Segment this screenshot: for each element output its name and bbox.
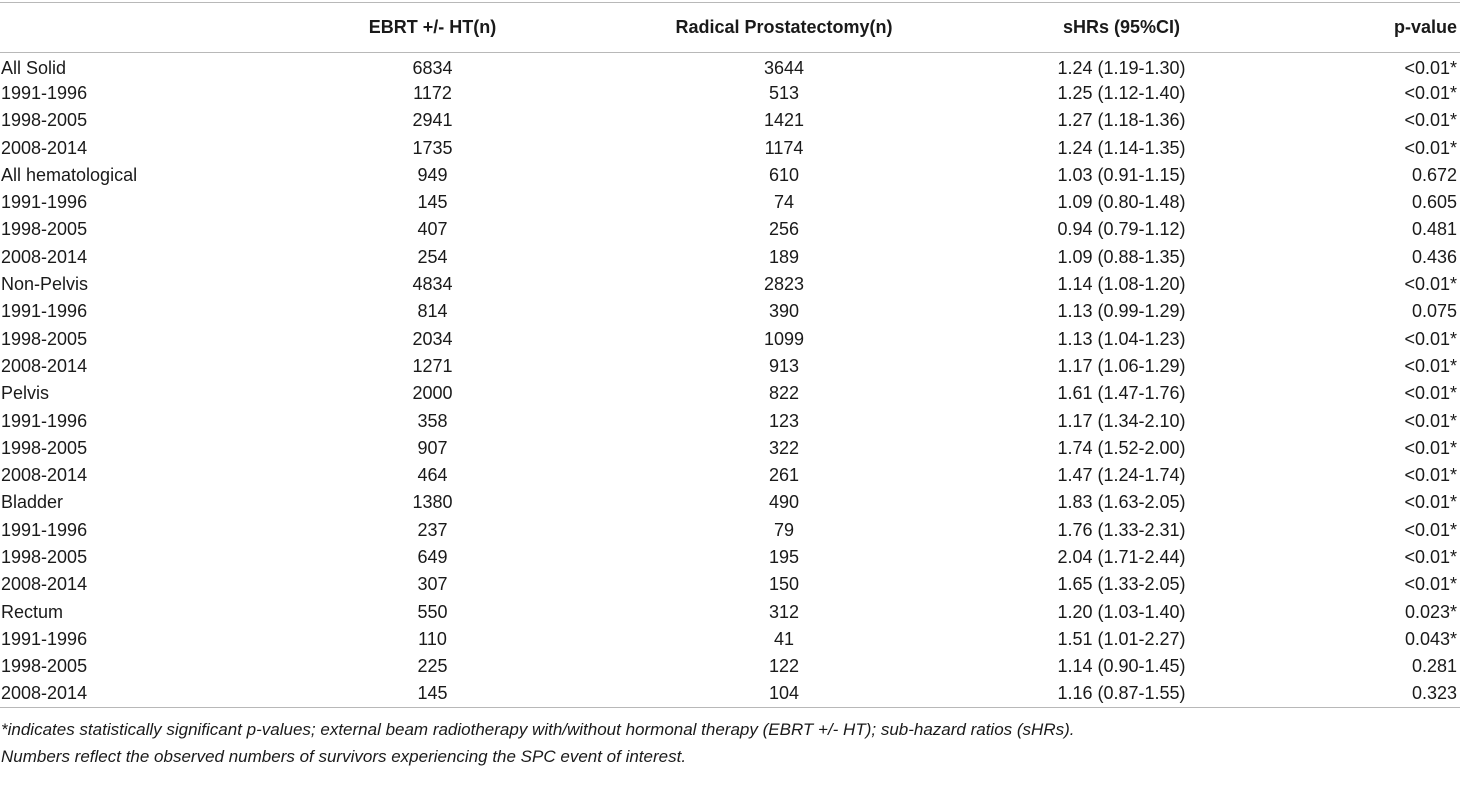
ebrt-count-cell: 407 — [417, 219, 448, 240]
p-value-cell: <0.01* — [1404, 274, 1457, 295]
prostatectomy-count-cell: 1421 — [763, 110, 805, 131]
shrs-ci-cell: 1.24 (1.14-1.35) — [1057, 137, 1186, 158]
row-label-cell: 1991-1996 — [1, 628, 88, 649]
header-cell-category — [0, 3, 270, 53]
table-row — [0, 244, 1460, 271]
row-label-cell: 1991-1996 — [1, 192, 88, 213]
p-value-cell: <0.01* — [1404, 82, 1457, 103]
p-value-cell: 0.075 — [1411, 301, 1457, 322]
row-label-cell: 1998-2005 — [1, 219, 88, 240]
row-label-cell: 1991-1996 — [1, 82, 88, 103]
table-row — [0, 571, 1460, 598]
row-label-cell: 2008-2014 — [1, 137, 88, 158]
shrs-ci-cell: 1.16 (0.87-1.55) — [1057, 683, 1186, 704]
ebrt-count-cell: 1380 — [412, 492, 453, 513]
prostatectomy-count-cell: 256 — [768, 219, 800, 240]
prostatectomy-count-cell: 2823 — [763, 274, 805, 295]
table-row — [0, 435, 1460, 462]
ebrt-count-cell: 110 — [418, 628, 447, 649]
table-row — [0, 544, 1460, 571]
table-row — [0, 680, 1460, 707]
shrs-ci-cell: 1.13 (0.99-1.29) — [1057, 301, 1186, 322]
p-value-cell: 0.043* — [1404, 628, 1457, 649]
header-cell-shrs: sHRs (95%CI) — [1062, 17, 1181, 37]
row-label-cell: 1998-2005 — [1, 656, 88, 677]
shrs-ci-cell: 1.14 (1.08-1.20) — [1057, 274, 1186, 295]
header-cell-ebrt: EBRT +/- HT(n) — [368, 17, 497, 37]
p-value-cell: <0.01* — [1404, 519, 1457, 540]
p-value-cell: 0.323 — [1411, 683, 1457, 704]
p-value-cell: 0.605 — [1411, 192, 1457, 213]
ebrt-count-cell: 949 — [417, 164, 448, 185]
p-value-cell: <0.01* — [1404, 137, 1457, 158]
p-value-cell: <0.01* — [1404, 110, 1457, 131]
shrs-ci-cell: 1.13 (1.04-1.23) — [1057, 328, 1186, 349]
shrs-ci-cell: 1.03 (0.91-1.15) — [1057, 164, 1186, 185]
ebrt-count-cell: 2034 — [412, 328, 453, 349]
p-value-cell: <0.01* — [1404, 465, 1457, 486]
table-footnotes — [0, 716, 1460, 770]
header-row — [0, 3, 1460, 53]
row-label-cell: Rectum — [1, 601, 64, 622]
table-body — [0, 53, 1460, 708]
ebrt-count-cell: 2000 — [412, 383, 453, 404]
table-header — [0, 3, 1460, 53]
prostatectomy-count-cell: 1174 — [764, 137, 804, 158]
row-label-cell: 2008-2014 — [1, 683, 88, 704]
row-label-cell: 1991-1996 — [1, 519, 88, 540]
shrs-ci-cell: 1.76 (1.33-2.31) — [1057, 519, 1186, 540]
table-row — [0, 134, 1460, 161]
row-label-cell: 1998-2005 — [1, 328, 88, 349]
prostatectomy-count-cell: 610 — [768, 164, 800, 185]
ebrt-count-cell: 254 — [417, 246, 448, 267]
p-value-cell: <0.01* — [1404, 410, 1457, 431]
row-label-cell: 1998-2005 — [1, 110, 88, 131]
row-label-cell: All Solid — [1, 57, 67, 78]
ebrt-count-cell: 358 — [417, 410, 448, 431]
prostatectomy-count-cell: 513 — [768, 82, 800, 103]
p-value-cell: <0.01* — [1404, 546, 1457, 567]
shrs-ci-cell: 1.61 (1.47-1.76) — [1057, 383, 1186, 404]
ebrt-count-cell: 2941 — [412, 110, 453, 131]
shrs-ci-cell: 1.83 (1.63-2.05) — [1057, 492, 1186, 513]
shrs-ci-cell: 1.14 (0.90-1.45) — [1057, 656, 1186, 677]
results-table — [0, 2, 1460, 708]
row-label-cell: 1998-2005 — [1, 437, 88, 458]
ebrt-count-cell: 237 — [417, 519, 448, 540]
prostatectomy-count-cell: 79 — [773, 519, 795, 540]
ebrt-count-cell: 550 — [417, 601, 448, 622]
table-row — [0, 53, 1460, 80]
table-row — [0, 353, 1460, 380]
table-row — [0, 598, 1460, 625]
table-row — [0, 80, 1460, 107]
ebrt-count-cell: 225 — [417, 656, 448, 677]
shrs-ci-cell: 1.09 (0.88-1.35) — [1057, 246, 1186, 267]
row-label-cell: 2008-2014 — [1, 355, 88, 376]
p-value-cell: <0.01* — [1404, 328, 1457, 349]
shrs-ci-cell: 0.94 (0.79-1.12) — [1057, 219, 1186, 240]
prostatectomy-count-cell: 195 — [768, 546, 800, 567]
prostatectomy-count-cell: 312 — [768, 601, 800, 622]
ebrt-count-cell: 1735 — [412, 137, 453, 158]
row-label-cell: 1991-1996 — [1, 301, 88, 322]
ebrt-count-cell: 907 — [417, 437, 448, 458]
prostatectomy-count-cell: 122 — [768, 656, 800, 677]
ebrt-count-cell: 6834 — [412, 57, 453, 78]
shrs-ci-cell: 1.20 (1.03-1.40) — [1057, 601, 1186, 622]
row-label-cell: 2008-2014 — [1, 465, 88, 486]
ebrt-count-cell: 464 — [417, 465, 448, 486]
prostatectomy-count-cell: 74 — [773, 192, 795, 213]
shrs-ci-cell: 1.47 (1.24-1.74) — [1057, 465, 1186, 486]
p-value-cell: <0.01* — [1404, 492, 1457, 513]
p-value-cell: <0.01* — [1404, 437, 1457, 458]
row-label-cell: 2008-2014 — [1, 574, 88, 595]
prostatectomy-count-cell: 3644 — [763, 57, 805, 78]
row-label-cell: 2008-2014 — [1, 246, 88, 267]
table-row — [0, 462, 1460, 489]
footnote-abbreviations: *indicates statistically significant p-values; external beam radiotherapy with/without hormonal therapy (EBRT +/- HT); sub-hazard ratios (sHRs). — [1, 720, 1075, 740]
p-value-cell: 0.436 — [1411, 246, 1457, 267]
row-label-cell: Pelvis — [1, 383, 50, 404]
ebrt-count-cell: 1172 — [413, 82, 452, 103]
shrs-ci-cell: 2.04 (1.71-2.44) — [1057, 546, 1186, 567]
ebrt-count-cell: 4834 — [412, 274, 453, 295]
prostatectomy-count-cell: 490 — [768, 492, 800, 513]
shrs-ci-cell: 1.09 (0.80-1.48) — [1057, 192, 1186, 213]
ebrt-count-cell: 145 — [417, 683, 448, 704]
p-value-cell: 0.672 — [1411, 164, 1457, 185]
p-value-cell: 0.481 — [1411, 219, 1457, 240]
prostatectomy-count-cell: 41 — [773, 628, 795, 649]
ebrt-count-cell: 814 — [417, 301, 448, 322]
table-row — [0, 407, 1460, 434]
prostatectomy-count-cell: 123 — [768, 410, 800, 431]
p-value-cell: <0.01* — [1404, 355, 1457, 376]
prostatectomy-count-cell: 189 — [768, 246, 800, 267]
prostatectomy-count-cell: 913 — [768, 355, 800, 376]
prostatectomy-count-cell: 1099 — [763, 328, 805, 349]
row-label-cell: Bladder — [1, 492, 64, 513]
table-row — [0, 216, 1460, 243]
table-row — [0, 489, 1460, 516]
row-label-cell: Non-Pelvis — [1, 274, 89, 295]
table-row — [0, 162, 1460, 189]
p-value-cell: <0.01* — [1404, 383, 1457, 404]
row-label-cell: All hematological — [1, 164, 138, 185]
prostatectomy-count-cell: 104 — [768, 683, 800, 704]
footnote-numbers: Numbers reflect the observed numbers of survivors experiencing the SPC event of interest. — [1, 747, 687, 767]
header-cell-prostatectomy: Radical Prostatectomy(n) — [675, 17, 893, 37]
shrs-ci-cell: 1.74 (1.52-2.00) — [1057, 437, 1186, 458]
prostatectomy-count-cell: 322 — [768, 437, 800, 458]
row-label-cell: 1998-2005 — [1, 546, 88, 567]
table-row — [0, 271, 1460, 298]
table-row — [0, 107, 1460, 134]
table-row — [0, 298, 1460, 325]
prostatectomy-count-cell: 261 — [768, 465, 800, 486]
table-row — [0, 189, 1460, 216]
shrs-ci-cell: 1.51 (1.01-2.27) — [1057, 628, 1186, 649]
ebrt-count-cell: 1271 — [412, 355, 453, 376]
shrs-ci-cell: 1.25 (1.12-1.40) — [1057, 82, 1186, 103]
shrs-ci-cell: 1.17 (1.34-2.10) — [1057, 410, 1186, 431]
ebrt-count-cell: 307 — [417, 574, 448, 595]
table-row — [0, 517, 1460, 544]
prostatectomy-count-cell: 390 — [768, 301, 800, 322]
shrs-ci-cell: 1.17 (1.06-1.29) — [1057, 355, 1186, 376]
p-value-cell: <0.01* — [1404, 574, 1457, 595]
header-cell-pvalue: p-value — [1393, 17, 1457, 37]
row-label-cell: 1991-1996 — [1, 410, 88, 431]
shrs-ci-cell: 1.27 (1.18-1.36) — [1057, 110, 1186, 131]
ebrt-count-cell: 145 — [417, 192, 448, 213]
shrs-ci-cell: 1.24 (1.19-1.30) — [1057, 57, 1186, 78]
p-value-cell: <0.01* — [1404, 57, 1457, 78]
p-value-cell: 0.023* — [1404, 601, 1457, 622]
table-row — [0, 380, 1460, 407]
table-row — [0, 653, 1460, 680]
shrs-ci-cell: 1.65 (1.33-2.05) — [1057, 574, 1186, 595]
prostatectomy-count-cell: 822 — [768, 383, 800, 404]
p-value-cell: 0.281 — [1411, 656, 1457, 677]
ebrt-count-cell: 649 — [417, 546, 448, 567]
table-row — [0, 626, 1460, 653]
table-row — [0, 325, 1460, 352]
prostatectomy-count-cell: 150 — [768, 574, 800, 595]
